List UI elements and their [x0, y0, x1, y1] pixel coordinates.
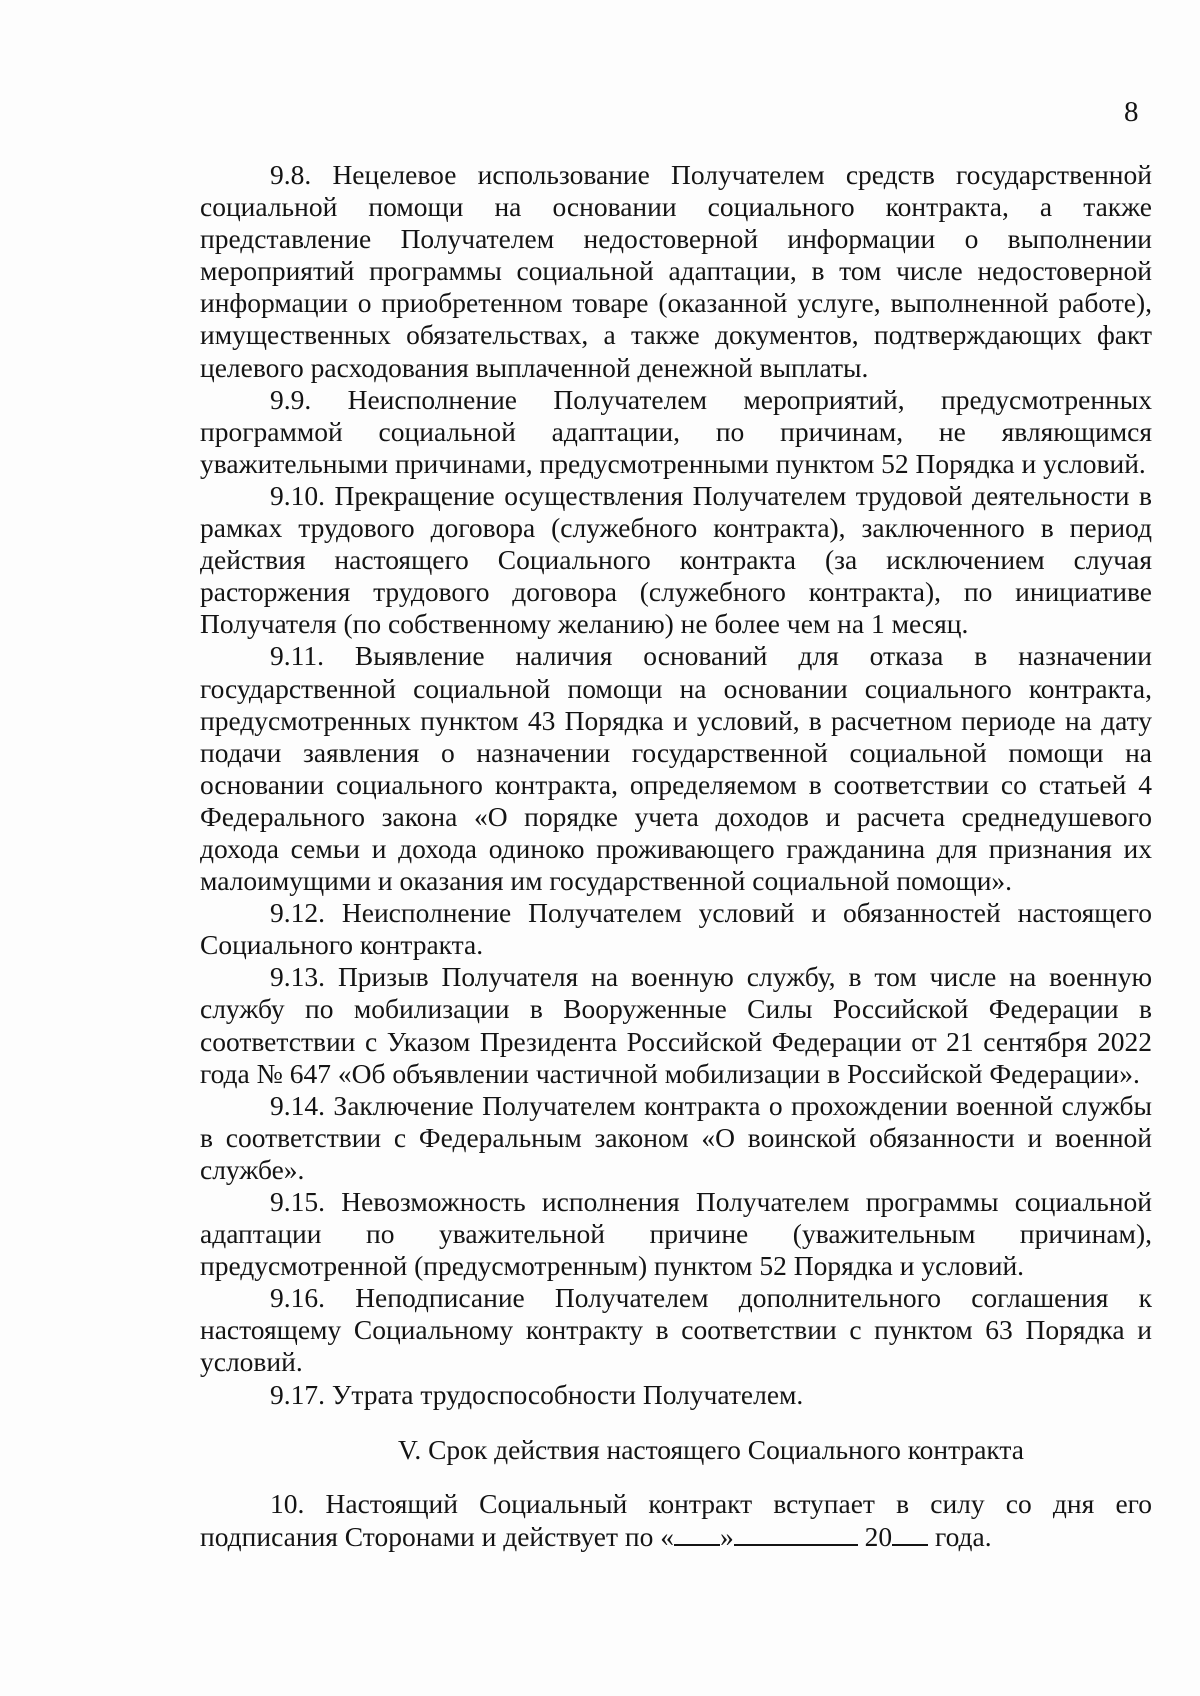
page-number: 8 — [1124, 96, 1139, 128]
paragraph-9-8: 9.8. Нецелевое использование Получателем средств государственной социальной помощи на основании социального контракта, а также представление Получателем недостоверной информации о выполнении мероприятий программы социальной адаптации, в том числе недостоверной информации о приобретенном товаре (оказанной услуге, выполненной работе), имущественных обязательствах, а также документов, подтверждающих факт целевого расходования выплаченной денежной выплаты. — [200, 159, 1152, 383]
paragraph-9-16: 9.16. Неподписание Получателем дополнительного соглашения к настоящему Социальному контракту в соответствии с пунктом 63 Порядка и условий. — [200, 1282, 1152, 1378]
year-blank-line — [892, 1520, 928, 1546]
month-blank-line — [734, 1520, 858, 1546]
paragraph-10 — [200, 1488, 1152, 1553]
paragraph-9-10: 9.10. Прекращение осуществления Получателем трудовой деятельности в рамках трудового договора (служебного контракта), заключенного в период действия настоящего Социального контракта (за исключением случая расторжения трудового договора (служебного контракта), по инициативе Получателя (по собственному желанию) не более чем на 1 месяц. — [200, 479, 1152, 640]
paragraph-10-lead: 10. Настоящий Социальный контракт вступает в силу со дня его подписания Сторонами и действует по « — [200, 1487, 1152, 1552]
paragraph-9-17: 9.17. Утрата трудоспособности Получателем. — [270, 1378, 804, 1410]
paragraph-9-12: 9.12. Неисполнение Получателем условий и обязанностей настоящего Социального контракта. — [200, 897, 1152, 961]
paragraph-10-tail: года. — [928, 1520, 992, 1552]
paragraph-9-14: 9.14. Заключение Получателем контракта о прохождении военной службы в соответствии с Федеральным законом «О воинской обязанности и военной службе». — [200, 1089, 1152, 1185]
section-heading: V. Срок действия настоящего Социального контракта — [398, 1433, 1024, 1465]
paragraph-9-9: 9.9. Неисполнение Получателем мероприятий, предусмотренных программой социальной адаптации, по причинам, не являющимся уважительными причинами, предусмотренными пунктом 52 Порядка и условий. — [200, 383, 1152, 479]
year-prefix: 20 — [857, 1520, 893, 1552]
day-blank-line — [674, 1520, 720, 1546]
document-body — [200, 159, 1152, 1553]
paragraph-9-15: 9.15. Невозможность исполнения Получателем программы социальной адаптации по уважительной причине (уважительным причинам), предусмотренной (предусмотренным) пунктом 52 Порядка и условий. — [200, 1186, 1152, 1282]
paragraph-9-13: 9.13. Призыв Получателя на военную службу, в том числе на военную службу по мобилизации в Вооруженные Силы Российской Федерации в соответствии с Указом Президента Российской Федерации от 21 сентября 2022 года № 647 «Об объявлении частичной мобилизации в Российской Федерации». — [200, 961, 1152, 1089]
paragraph-9-11: 9.11. Выявление наличия оснований для отказа в назначении государственной социальной помощи на основании социального контракта, предусмотренных пунктом 43 Порядка и условий, в расчетном периоде на дату подачи заявления о назначении государственной социальной помощи на основании социального контракта, определяемом в соответствии со статьей 4 Федерального закона «О порядке учета доходов и расчета среднедушевого дохода семьи и дохода одиноко проживающего гражданина для признания их малоимущими и оказания им государственной социальной помощи». — [200, 640, 1152, 897]
quote-close: » — [719, 1520, 734, 1552]
